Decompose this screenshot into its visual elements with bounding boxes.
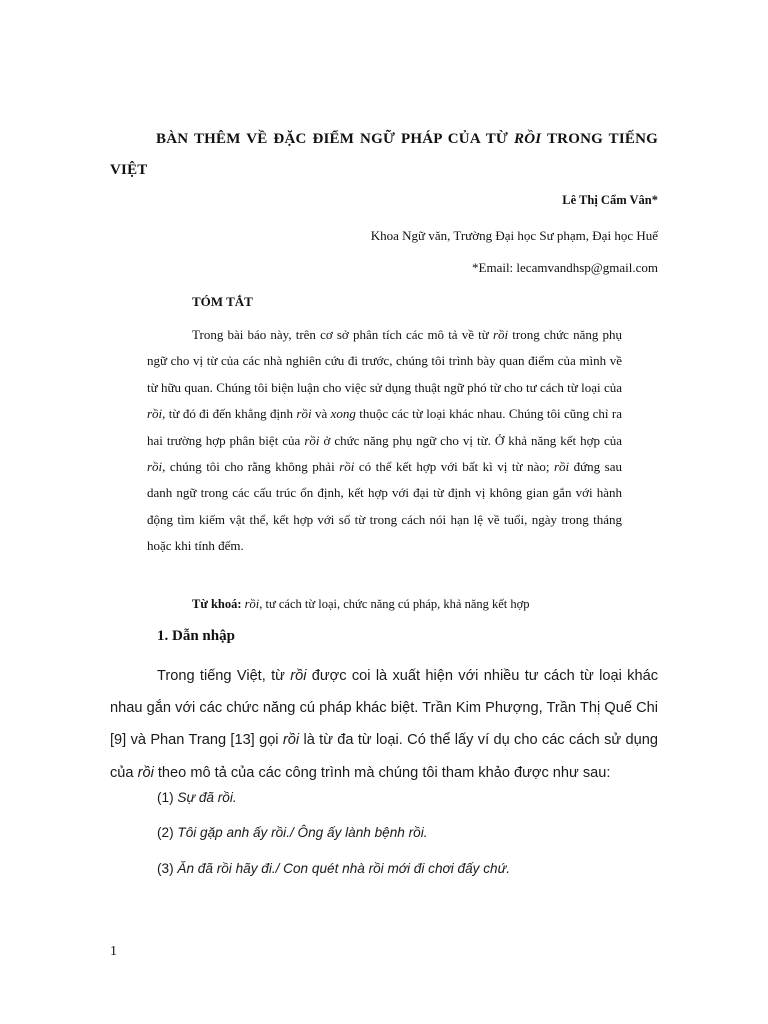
page-number: 1 <box>110 944 117 959</box>
title-text-after: TRONG TIẾNG VIỆT <box>110 131 658 178</box>
abstract-body: Trong bài báo này, trên cơ sở phân tích các mô tả về từ rồi trong chức năng phụ ngữ cho vị từ của các nhà nghiên cứu đi trước, chúng tôi trình bày quan điểm của mình về từ hữu quan. Chúng tôi biện luận cho việc sử dụng thuật ngữ phó từ cho tư cách từ loại của rồi, từ đó đi đến khẳng định rồi và xong thuộc các từ loại khác nhau. Chúng tôi cũng chỉ ra hai trường hợp phân biệt của rồi ở chức năng phụ ngữ cho vị từ. Ở khả năng kết hợp của rồi, chúng tôi cho rằng không phải rồi có thể kết hợp với bất kì vị từ nào; rồi đứng sau danh ngữ trong các cấu trúc ổn định, kết hợp với đại từ định vị không gian gắn với hành động tìm kiếm vật thể, kết hợp với số từ trong cách nói hạn lệ về tuổi, ngày trong tháng hoặc khi tính đếm. <box>147 327 623 554</box>
title-italic-word: RỒI <box>514 131 542 147</box>
keywords-label: Từ khoá: <box>192 597 242 611</box>
abstract-heading: TÓM TẮT <box>192 294 253 309</box>
section-heading-introduction: 1. Dẫn nhập <box>157 628 235 644</box>
example-2: (2) Tôi gặp anh ấy rồi./ Ông ấy lành bệnh rồi. <box>157 825 428 840</box>
example-1: (1) Sự đã rồi. <box>157 790 237 805</box>
introduction-paragraph: Trong tiếng Việt, từ rồi được coi là xuất hiện với nhiều tư cách từ loại khác nhau gắn với các chức năng cú pháp khác biệt. Trần Kim Phượng, Trần Thị Quế Chi [9] và Phan Trang [13] gọi rồi là từ đa từ loại. Có thể lấy ví dụ cho các cách sử dụng của rồi theo mô tả của các công trình mà chúng tôi tham khảo được như sau: <box>110 668 658 781</box>
author-email: *Email: lecamvandhsp@gmail.com <box>472 260 658 275</box>
title-text-before: BÀN THÊM VỀ ĐẶC ĐIỂM NGỮ PHÁP CỦA TỪ <box>156 131 515 147</box>
paper-title <box>110 124 658 186</box>
example-3: (3) Ăn đã rồi hãy đi./ Con quét nhà rồi mới đi chơi đấy chứ. <box>157 861 510 876</box>
author-affiliation: Khoa Ngữ văn, Trường Đại học Sư phạm, Đại học Huế <box>370 228 658 243</box>
author-name: Lê Thị Cẩm Vân* <box>562 193 658 207</box>
keywords-line: Từ khoá: rồi, tư cách từ loại, chức năng cú pháp, khả năng kết hợp <box>192 597 530 611</box>
